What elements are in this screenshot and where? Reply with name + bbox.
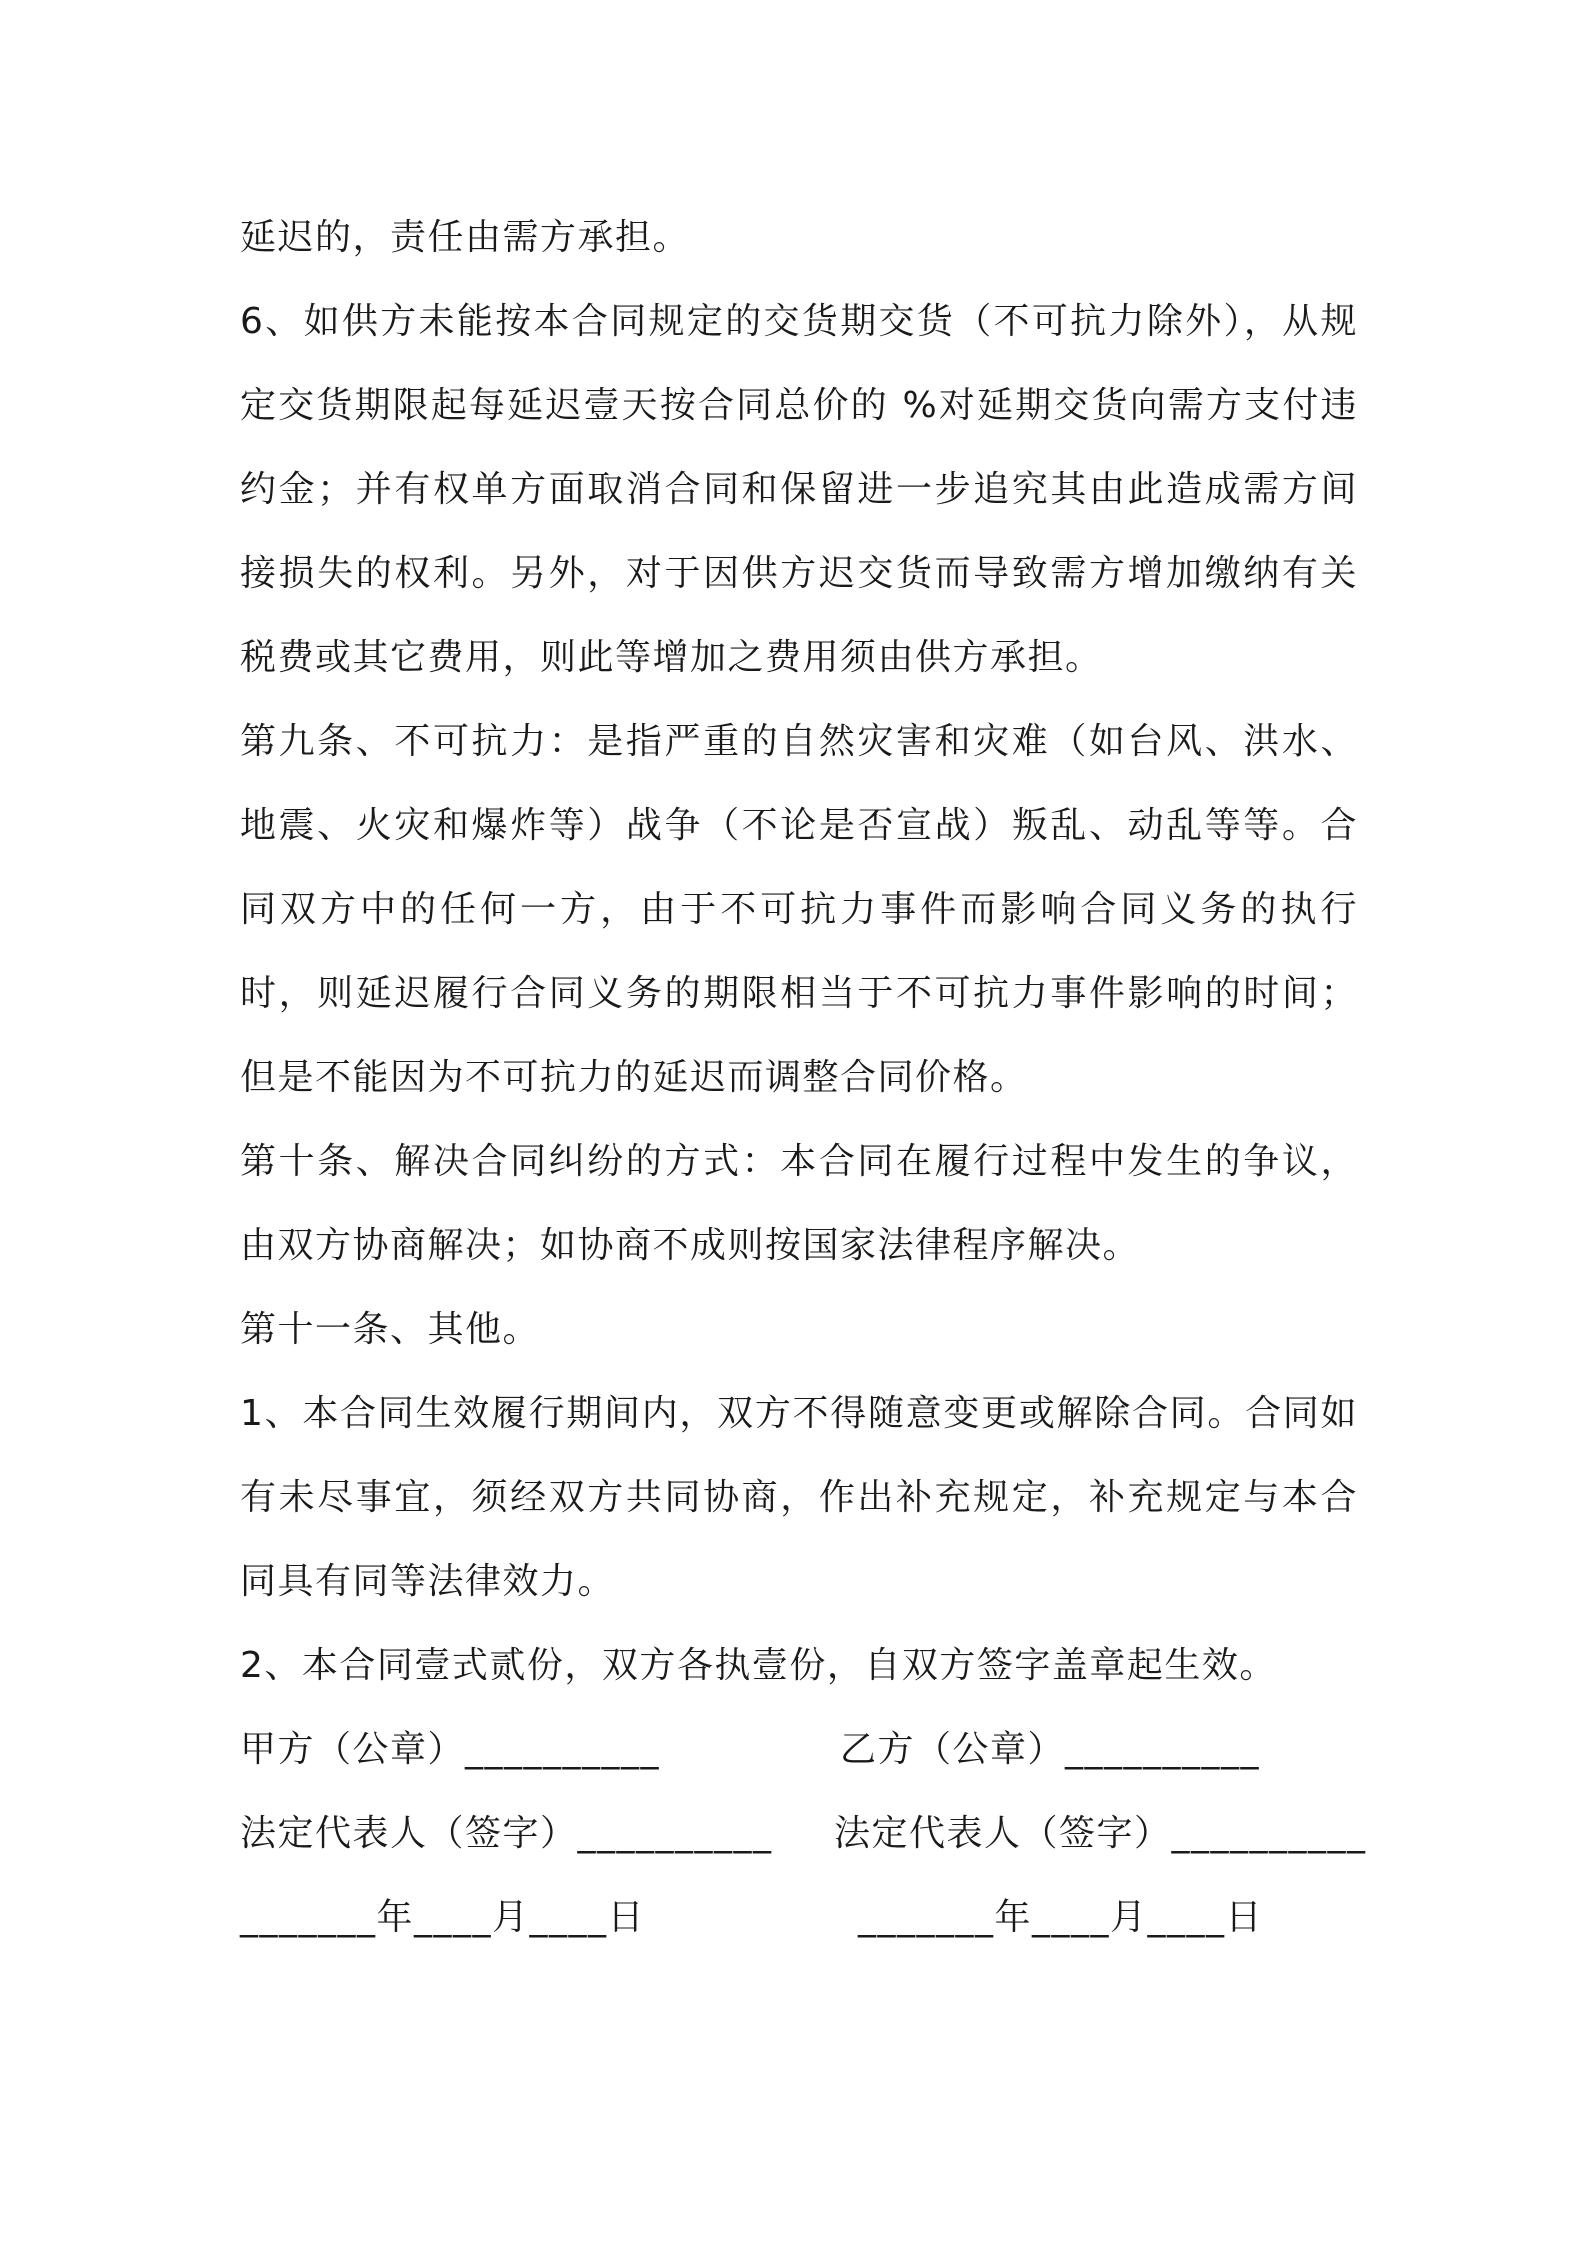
paragraph-liability-delay: 延迟的，责任由需方承担。 bbox=[240, 217, 691, 258]
contract-body bbox=[240, 196, 1367, 1960]
party-a-date-line: _______年____月____日 bbox=[240, 1897, 646, 1938]
party-a-seal-line: 甲方（公章）__________ bbox=[240, 1729, 661, 1770]
signature-row-representative bbox=[240, 1792, 1367, 1876]
paragraph-article-9-force-majeure: 第九条、不可抗力：是指严重的自然灾害和灾难（如台风、洪水、地震、火灾和爆炸等）战争（不论是否宣战）叛乱、动乱等等。合同双方中的任何一方，由于不可抗力事件而影响合同义务的执行时，则延迟履行合同义务的期限相当于不可抗力事件影响的时间；但是不能因为不可抗力的延迟而调整合同价格。 bbox=[240, 721, 1358, 1098]
party-a-representative-line: 法定代表人（签字）__________ bbox=[240, 1813, 773, 1854]
signature-row-seal bbox=[240, 1708, 1358, 1792]
paragraph-other-item-2: 2、本合同壹式贰份，双方各执壹份，自双方签字盖章起生效。 bbox=[240, 1645, 1277, 1686]
paragraph-other-item-1: 1、本合同生效履行期间内，双方不得随意变更或解除合同。合同如有未尽事宜，须经双方共同协商，作出补充规定，补充规定与本合同具有同等法律效力。 bbox=[240, 1393, 1358, 1602]
party-b-representative-line: 法定代表人（签字）__________ bbox=[834, 1813, 1367, 1854]
paragraph-article-11-other: 第十一条、其他。 bbox=[240, 1309, 541, 1350]
paragraph-article-10-dispute: 第十条、解决合同纠纷的方式：本合同在履行过程中发生的争议，由双方协商解决；如协商不成则按国家法律程序解决。 bbox=[240, 1141, 1358, 1266]
paragraph-clause-6-late-delivery: 6、如供方未能按本合同规定的交货期交货（不可抗力除外），从规定交货期限起每延迟壹天按合同总价的 %对延期交货向需方支付违约金；并有权单方面取消合同和保留进一步追究其由此造成需方间接损失的权利。另外，对于因供方迟交货而导致需方增加缴纳有关税费或其它费用，则此等增加之费用须由供方承担。 bbox=[240, 301, 1358, 678]
signature-row-date bbox=[240, 1876, 1358, 1960]
party-b-seal-line: 乙方（公章）__________ bbox=[840, 1729, 1261, 1770]
party-b-date-line: _______年____月____日 bbox=[858, 1897, 1264, 1938]
